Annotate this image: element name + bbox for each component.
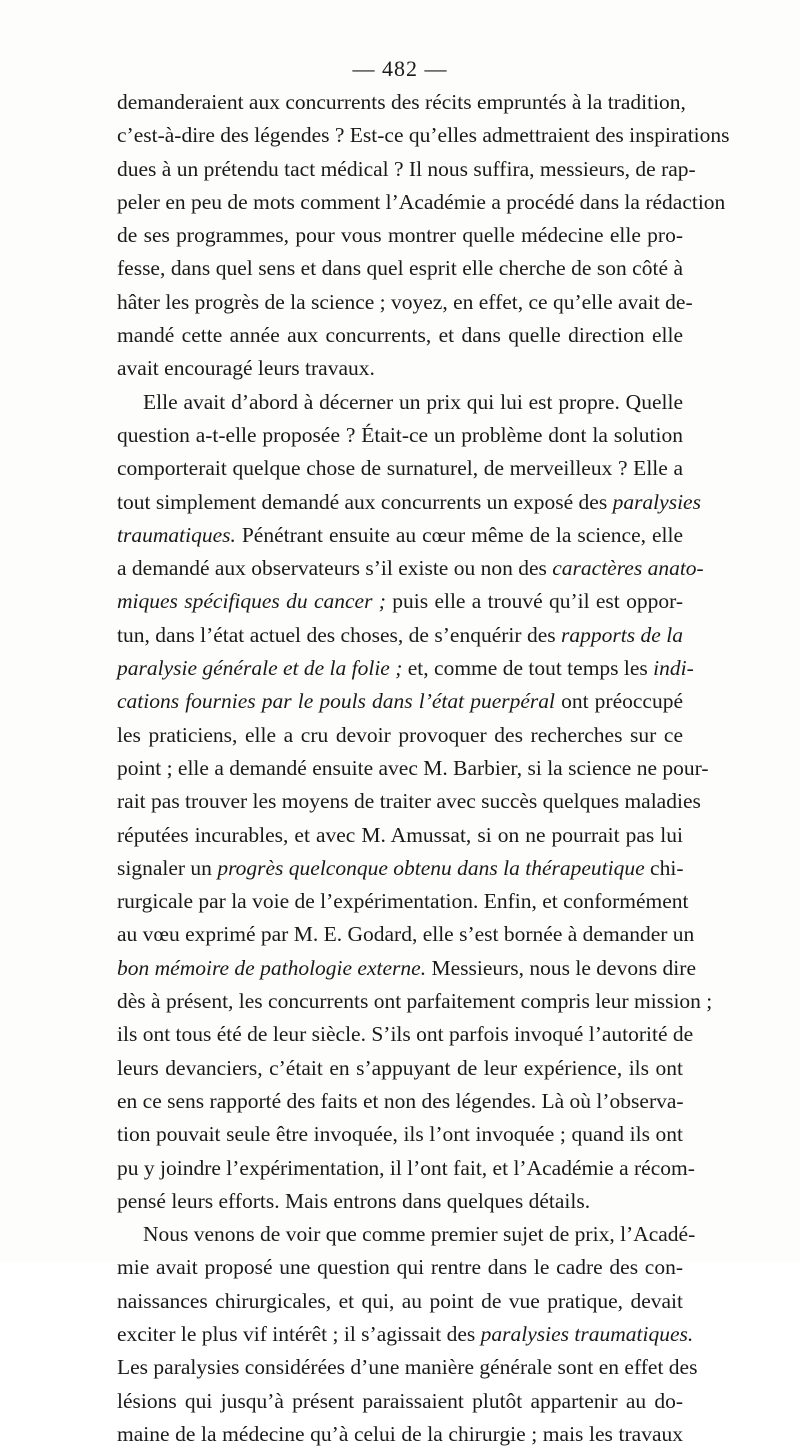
- text-line: [117, 585, 683, 618]
- text-segment: question a-t-elle proposée ? Était-ce un problème dont la solution: [117, 422, 683, 447]
- text-line: [117, 685, 683, 718]
- text-segment: pu y joindre l’expérimentation, il l’ont fait, et l’Académie a récom-: [117, 1155, 695, 1180]
- italic-text: paralysie générale et de la folie ;: [117, 656, 403, 681]
- text-segment: les praticiens, elle a cru devoir provoquer des recherches sur ce: [117, 722, 683, 747]
- text-line: [117, 852, 683, 885]
- text-line: [117, 186, 726, 219]
- text-line: [117, 352, 683, 385]
- text-segment: comporterait quelque chose de surnaturel, de merveilleux ? Elle a: [117, 456, 683, 481]
- text-line: [117, 519, 683, 552]
- text-line: [117, 1385, 683, 1418]
- text-segment: mie avait proposé une question qui rentre dans le cadre des con-: [117, 1255, 683, 1280]
- text-line: [117, 452, 683, 485]
- text-line: [117, 1152, 695, 1185]
- text-line: [117, 1251, 683, 1284]
- text-line: [117, 386, 683, 419]
- text-line: [117, 419, 683, 452]
- text-line: [117, 985, 713, 1018]
- text-segment: réputées incurables, et avec M. Amussat, si on ne pourrait pas lui: [117, 822, 683, 847]
- italic-text: miques spécifiques du cancer ;: [117, 589, 386, 614]
- text-segment: Nous venons de voir que comme premier sujet de prix, l’Acadé-: [143, 1222, 696, 1247]
- text-segment: Elle avait d’abord à décerner un prix qui lui est propre. Quelle: [143, 389, 683, 414]
- text-line: [117, 1351, 698, 1384]
- text-line: [117, 153, 696, 186]
- text-line: [117, 286, 693, 319]
- text-line: [117, 1218, 696, 1251]
- text-line: [117, 619, 683, 652]
- text-segment: dues à un prétendu tact médical ? Il nous suffira, messieurs, de rap-: [117, 156, 696, 181]
- text-line: [117, 719, 683, 752]
- text-segment: fesse, dans quel sens et dans quel esprit elle cherche de son côté à: [117, 256, 683, 281]
- text-line: [117, 885, 689, 918]
- text-segment: puis elle a trouvé qu’il est oppor-: [385, 589, 683, 614]
- text-segment: ils ont tous été de leur siècle. S’ils ont parfois invoqué l’autorité de: [117, 1022, 694, 1047]
- text-segment: Messieurs, nous le devons dire: [426, 955, 696, 980]
- text-line: [117, 119, 730, 152]
- text-segment: mandé cette année aux concurrents, et dans quelle direction elle: [117, 323, 683, 348]
- text-line: [117, 552, 704, 585]
- text-line: [117, 752, 709, 785]
- text-line: [117, 1018, 694, 1051]
- text-segment: a demandé aux observateurs s’il existe ou non des: [117, 556, 553, 581]
- text-segment: Les paralysies considérées d’une manière générale sont en effet des: [117, 1355, 698, 1380]
- text-line: [117, 819, 683, 852]
- text-line: [117, 652, 694, 685]
- text-segment: tun, dans l’état actuel des choses, de s’enquérir des: [117, 622, 562, 647]
- italic-text: indi-: [653, 656, 694, 681]
- italic-text: progrès quelconque obtenu dans la thérapeutique: [217, 855, 645, 880]
- text-segment: peler en peu de mots comment l’Académie a procédé dans la rédaction: [117, 189, 726, 214]
- text-line: [117, 252, 683, 285]
- text-segment: lésions qui jusqu’à présent paraissaient plutôt appartenir au do-: [117, 1388, 683, 1413]
- text-line: [117, 952, 696, 985]
- text-segment: rait pas trouver les moyens de traiter avec succès quelques maladies: [117, 789, 701, 814]
- text-segment: signaler un: [117, 855, 218, 880]
- text-line: [117, 785, 701, 818]
- text-line: [117, 1052, 683, 1085]
- text-segment: tion pouvait seule être invoquée, ils l’ont invoquée ; quand ils ont: [117, 1122, 683, 1147]
- text-segment: avait encouragé leurs travaux.: [117, 356, 375, 381]
- text-line: [117, 1285, 683, 1318]
- text-segment: chi-: [644, 855, 684, 880]
- body-text: [117, 86, 730, 1451]
- text-segment: pensé leurs efforts. Mais entrons dans quelques détails.: [117, 1188, 591, 1213]
- text-line: [117, 319, 683, 352]
- text-segment: et, comme de tout temps les: [402, 656, 654, 681]
- text-segment: point ; elle a demandé ensuite avec M. Barbier, si la science ne pour-: [117, 755, 709, 780]
- text-segment: demanderaient aux concurrents des récits empruntés à la tradition,: [117, 90, 686, 114]
- italic-text: traumatiques.: [117, 522, 236, 547]
- italic-text: bon mémoire de pathologie externe.: [117, 955, 427, 980]
- italic-text: paralysies: [612, 489, 701, 514]
- text-segment: au vœu exprimé par M. E. Godard, elle s’est bornée à demander un: [117, 922, 695, 947]
- text-line: [117, 1185, 683, 1218]
- text-segment: en ce sens rapporté des faits et non des légendes. Là où l’observa-: [117, 1088, 684, 1113]
- text-segment: rurgicale par la voie de l’expérimentation. Enfin, et conformément: [117, 889, 689, 914]
- page-number: — 482 —: [352, 56, 448, 81]
- italic-text: cations fournies par le pouls dans l’état puerpéral: [117, 689, 555, 714]
- text-segment: c’est-à-dire des légendes ? Est-ce qu’elles admettraient des inspirations: [117, 123, 730, 148]
- text-line: [117, 219, 683, 252]
- text-segment: de ses programmes, pour vous montrer quelle médecine elle pro-: [117, 223, 683, 248]
- text-line: [117, 486, 701, 519]
- italic-text: paralysies traumatiques.: [480, 1321, 694, 1346]
- text-segment: Pénétrant ensuite au cœur même de la science, elle: [235, 522, 683, 547]
- text-line: [117, 1418, 683, 1451]
- text-segment: naissances chirurgicales, et qui, au point de vue pratique, devait: [117, 1288, 683, 1313]
- text-segment: leurs devanciers, c’était en s’appuyant de leur expérience, ils ont: [117, 1055, 683, 1080]
- text-line: [117, 86, 686, 119]
- text-segment: maine de la médecine qu’à celui de la chirurgie ; mais les travaux: [117, 1421, 683, 1446]
- text-line: [117, 918, 695, 951]
- text-line: [117, 1118, 683, 1151]
- text-segment: dès à présent, les concurrents ont parfaitement compris leur mission ;: [117, 989, 713, 1014]
- text-segment: hâter les progrès de la science ; voyez, en effet, ce qu’elle avait de-: [117, 289, 693, 314]
- text-segment: ont préoccupé: [555, 689, 683, 714]
- text-segment: exciter le plus vif intérêt ; il s’agissait des: [117, 1321, 481, 1346]
- italic-text: rapports de la: [561, 622, 683, 647]
- text-line: [117, 1318, 694, 1351]
- text-line: [117, 1085, 683, 1118]
- text-segment: tout simplement demandé aux concurrents un exposé des: [117, 489, 613, 514]
- italic-text: caractères anato-: [552, 556, 704, 581]
